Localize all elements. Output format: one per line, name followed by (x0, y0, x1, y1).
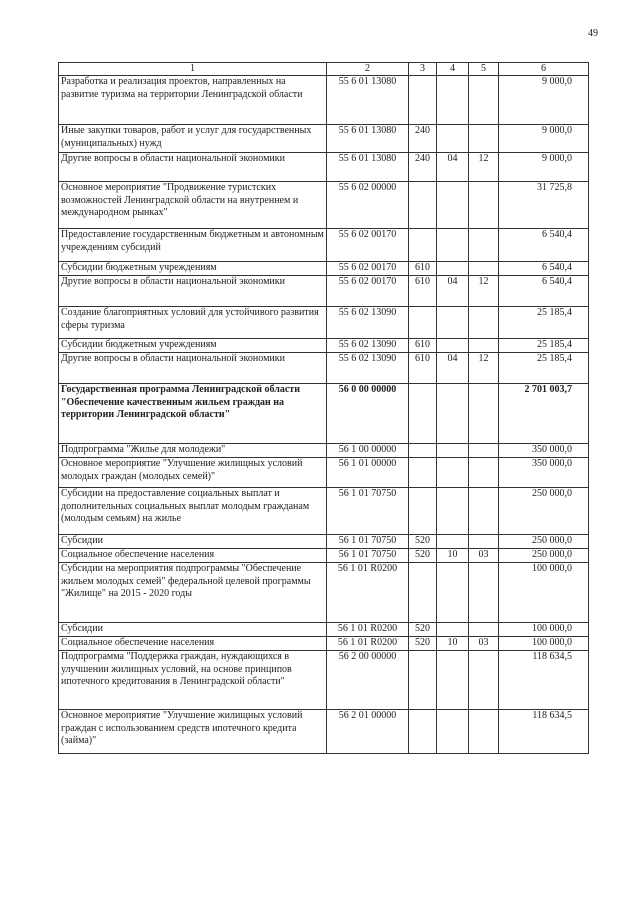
cell-code: 56 0 00 00000 (327, 384, 409, 444)
cell-code: 56 1 01 70750 (327, 549, 409, 563)
cell-amount: 2 701 003,7 (499, 384, 589, 444)
cell-col-3 (409, 384, 437, 444)
cell-col-5 (469, 710, 499, 754)
cell-col-4 (437, 307, 469, 339)
cell-col-5 (469, 488, 499, 535)
cell-name: Подпрограмма "Жилье для молодежи" (59, 444, 327, 458)
cell-code: 55 6 01 13080 (327, 125, 409, 153)
table-row (59, 353, 589, 384)
cell-code: 56 1 00 00000 (327, 444, 409, 458)
cell-code: 55 6 02 00000 (327, 182, 409, 229)
cell-name: Основное мероприятие "Продвижение туристских возможностей Ленинградской области на внутреннем и международном рынках" (59, 182, 327, 229)
table-row (59, 339, 589, 353)
cell-amount: 9 000,0 (499, 153, 589, 182)
cell-name: Другие вопросы в области национальной экономики (59, 353, 327, 384)
page-number: 49 (588, 28, 598, 39)
cell-col-5 (469, 307, 499, 339)
cell-col-5 (469, 384, 499, 444)
cell-col-5: 12 (469, 276, 499, 307)
cell-code: 56 2 01 00000 (327, 710, 409, 754)
cell-amount: 9 000,0 (499, 76, 589, 125)
cell-amount: 100 000,0 (499, 623, 589, 637)
cell-col-3: 610 (409, 276, 437, 307)
table-row (59, 651, 589, 710)
header-col-5: 5 (469, 63, 499, 76)
table-row (59, 76, 589, 125)
cell-code: 56 1 01 00000 (327, 458, 409, 488)
cell-col-4 (437, 384, 469, 444)
cell-code: 56 1 01 70750 (327, 488, 409, 535)
header-col-1: 1 (59, 63, 327, 76)
cell-col-5 (469, 76, 499, 125)
cell-col-5 (469, 125, 499, 153)
cell-amount: 6 540,4 (499, 262, 589, 276)
cell-col-4 (437, 710, 469, 754)
cell-col-4: 10 (437, 637, 469, 651)
cell-col-3 (409, 458, 437, 488)
cell-code: 55 6 02 00170 (327, 262, 409, 276)
cell-name: Создание благоприятных условий для устойчивого развития сферы туризма (59, 307, 327, 339)
header-col-2: 2 (327, 63, 409, 76)
cell-amount: 118 634,5 (499, 651, 589, 710)
cell-col-3 (409, 307, 437, 339)
table-row (59, 458, 589, 488)
cell-name: Субсидии бюджетным учреждениям (59, 262, 327, 276)
cell-col-3: 610 (409, 262, 437, 276)
table-header-row (59, 63, 589, 76)
cell-col-5: 12 (469, 353, 499, 384)
cell-amount: 6 540,4 (499, 276, 589, 307)
cell-code: 56 1 01 70750 (327, 535, 409, 549)
cell-name: Предоставление государственным бюджетным и автономным учреждениям субсидий (59, 229, 327, 262)
cell-amount: 250 000,0 (499, 549, 589, 563)
cell-name: Другие вопросы в области национальной экономики (59, 153, 327, 182)
cell-col-3 (409, 563, 437, 623)
table-row (59, 488, 589, 535)
cell-amount: 100 000,0 (499, 563, 589, 623)
cell-name: Другие вопросы в области национальной экономики (59, 276, 327, 307)
cell-amount: 25 185,4 (499, 307, 589, 339)
cell-col-5 (469, 229, 499, 262)
table-row (59, 623, 589, 637)
cell-col-5 (469, 458, 499, 488)
cell-col-3 (409, 651, 437, 710)
cell-col-5 (469, 535, 499, 549)
cell-code: 55 6 02 00170 (327, 229, 409, 262)
table-row (59, 444, 589, 458)
cell-amount: 100 000,0 (499, 637, 589, 651)
cell-name: Социальное обеспечение населения (59, 549, 327, 563)
cell-col-4 (437, 76, 469, 125)
cell-code: 55 6 01 13080 (327, 153, 409, 182)
cell-amount: 6 540,4 (499, 229, 589, 262)
cell-name: Иные закупки товаров, работ и услуг для государственных (муниципальных) нужд (59, 125, 327, 153)
cell-amount: 350 000,0 (499, 444, 589, 458)
cell-col-3 (409, 488, 437, 535)
cell-col-4: 10 (437, 549, 469, 563)
cell-amount: 25 185,4 (499, 339, 589, 353)
cell-col-4 (437, 125, 469, 153)
cell-col-5 (469, 182, 499, 229)
cell-name: Разработка и реализация проектов, направленных на развитие туризма на территории Ленинградской области (59, 76, 327, 125)
cell-name: Подпрограмма "Поддержка граждан, нуждающихся в улучшении жилищных условий, на основе принципов ипотечного кредитования в Ленинградской области" (59, 651, 327, 710)
cell-col-4 (437, 458, 469, 488)
cell-col-5 (469, 444, 499, 458)
cell-col-3 (409, 229, 437, 262)
cell-col-5 (469, 262, 499, 276)
cell-col-3: 520 (409, 535, 437, 549)
cell-name: Субсидии (59, 535, 327, 549)
cell-name: Основное мероприятие "Улучшение жилищных условий граждан с использованием средств ипотечного кредита (займа)" (59, 710, 327, 754)
cell-col-4 (437, 262, 469, 276)
cell-code: 55 6 02 13090 (327, 353, 409, 384)
cell-name: Основное мероприятие "Улучшение жилищных условий молодых граждан (молодых семей)" (59, 458, 327, 488)
cell-col-5: 03 (469, 549, 499, 563)
cell-col-3: 240 (409, 153, 437, 182)
cell-col-4 (437, 535, 469, 549)
cell-col-3: 520 (409, 549, 437, 563)
cell-code: 55 6 02 13090 (327, 307, 409, 339)
cell-col-4 (437, 444, 469, 458)
table-row (59, 535, 589, 549)
cell-col-4: 04 (437, 153, 469, 182)
cell-amount: 118 634,5 (499, 710, 589, 754)
table-row (59, 637, 589, 651)
cell-col-3 (409, 182, 437, 229)
cell-col-4 (437, 623, 469, 637)
cell-col-4: 04 (437, 353, 469, 384)
header-col-3: 3 (409, 63, 437, 76)
cell-code: 55 6 02 13090 (327, 339, 409, 353)
cell-col-3: 240 (409, 125, 437, 153)
cell-col-5: 03 (469, 637, 499, 651)
cell-col-5 (469, 563, 499, 623)
cell-amount: 31 725,8 (499, 182, 589, 229)
cell-col-3: 520 (409, 637, 437, 651)
table-row (59, 384, 589, 444)
cell-code: 56 2 00 00000 (327, 651, 409, 710)
cell-amount: 25 185,4 (499, 353, 589, 384)
cell-col-4: 04 (437, 276, 469, 307)
table-row (59, 276, 589, 307)
cell-code: 55 6 02 00170 (327, 276, 409, 307)
table-row (59, 710, 589, 754)
header-col-4: 4 (437, 63, 469, 76)
cell-amount: 250 000,0 (499, 535, 589, 549)
cell-amount: 9 000,0 (499, 125, 589, 153)
cell-col-4 (437, 488, 469, 535)
cell-col-4 (437, 339, 469, 353)
cell-col-3: 610 (409, 353, 437, 384)
cell-code: 56 1 01 R0200 (327, 637, 409, 651)
cell-col-5: 12 (469, 153, 499, 182)
cell-name: Субсидии на мероприятия подпрограммы "Обеспечение жильем молодых семей" федеральной целевой программы "Жилище" на 2015 - 2020 годы (59, 563, 327, 623)
table-row (59, 229, 589, 262)
cell-name: Социальное обеспечение населения (59, 637, 327, 651)
cell-col-3 (409, 76, 437, 125)
table-row (59, 549, 589, 563)
cell-col-4 (437, 182, 469, 229)
table-row (59, 153, 589, 182)
cell-col-4 (437, 651, 469, 710)
cell-col-5 (469, 339, 499, 353)
cell-name: Субсидии на предоставление социальных выплат и дополнительных социальных выплат молодым гражданам (молодым семьям) на жилье (59, 488, 327, 535)
cell-amount: 350 000,0 (499, 458, 589, 488)
cell-col-3 (409, 710, 437, 754)
cell-col-3 (409, 444, 437, 458)
table-row (59, 563, 589, 623)
table-row (59, 125, 589, 153)
cell-name: Государственная программа Ленинградской области "Обеспечение качественным жильем граждан на территории Ленинградской области" (59, 384, 327, 444)
cell-code: 56 1 01 R0200 (327, 623, 409, 637)
cell-col-3: 610 (409, 339, 437, 353)
table-row (59, 262, 589, 276)
table-row (59, 182, 589, 229)
cell-amount: 250 000,0 (499, 488, 589, 535)
budget-table (58, 62, 589, 754)
cell-code: 56 1 01 R0200 (327, 563, 409, 623)
cell-code: 55 6 01 13080 (327, 76, 409, 125)
cell-name: Субсидии (59, 623, 327, 637)
header-col-6: 6 (499, 63, 589, 76)
table-row (59, 307, 589, 339)
cell-col-5 (469, 651, 499, 710)
cell-col-4 (437, 563, 469, 623)
cell-name: Субсидии бюджетным учреждениям (59, 339, 327, 353)
cell-col-3: 520 (409, 623, 437, 637)
cell-col-5 (469, 623, 499, 637)
cell-col-4 (437, 229, 469, 262)
